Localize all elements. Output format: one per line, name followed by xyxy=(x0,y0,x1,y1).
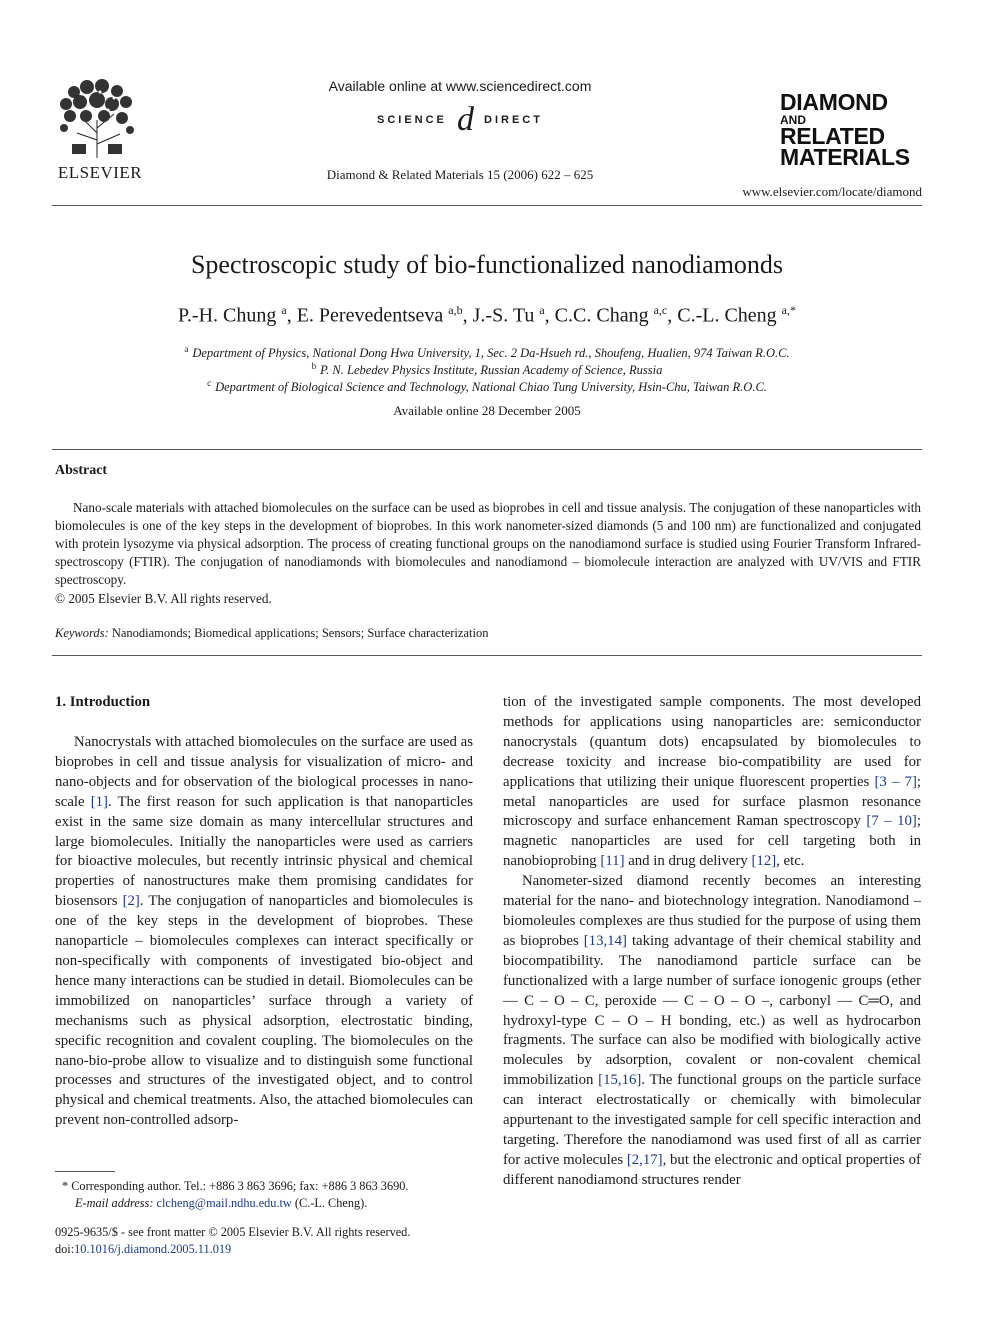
email-suffix: (C.-L. Cheng). xyxy=(294,1196,368,1210)
paragraph-text: , but the electronic and optical properties of different nanodiamond structures render xyxy=(503,1151,921,1188)
abstract-bottom-divider xyxy=(52,655,922,656)
author-affiliation-mark: a,b xyxy=(448,303,463,317)
affiliation-mark: a xyxy=(184,344,189,354)
affiliation-c xyxy=(52,378,922,395)
affiliation-text: Department of Biological Science and Technology, National Chiao Tung University, Hsin-Chu, Taiwan R.O.C. xyxy=(215,380,767,395)
paragraph-text: taking advantage of their chemical stability and biocompatibility. The nanodiamond particle surface can be functionalized with a large number of surface ionogenic groups (ether — C – O – C, peroxide — C – O – O –, carbonyl — C═O, and hydroxyl-type C – O – H bonding, etc.) as well as hydrocarbon fragments. The surface can also be modified with biologically active molecules by adsorption, covalent or non-covalent chemical immobilization xyxy=(503,932,921,1089)
email-label: E-mail address: xyxy=(75,1196,154,1210)
affiliation-text: Department of Physics, National Dong Hwa University, 1, Sec. 2 Da-Hsueh rd., Shoufeng, Hualien, 974 Taiwan R.O.C. xyxy=(192,346,790,361)
email-note xyxy=(75,1195,367,1212)
paragraph-text: Nanocrystals with attached biomolecules on the surface are used as bioprobes in cell and tissue analysis for visualization of micro- and nano-objects and for observation of the biological processes in nano-scale xyxy=(55,734,473,810)
affiliation-mark: b xyxy=(311,361,317,371)
journal-logo-line2: AND xyxy=(780,113,806,128)
publisher-name: ELSEVIER xyxy=(57,163,143,182)
author-name: C.-L. Cheng xyxy=(677,304,777,327)
journal-logo-line4: MATERIALS xyxy=(780,144,910,171)
author-affiliation-mark: a,c xyxy=(653,303,668,317)
paragraph-text: tion of the investigated sample components. The most developed methods for applications using nanoparticles are: semiconductor nanocrystals (quantum dots) encapsulated by biomolecules to decrease toxicity and increase bio-compatibility are used for applications that utilizing their unique fluorescent properties xyxy=(503,694,921,790)
paragraph-text: ; magnetic nanoparticles are used for cell targeting both in nanobioprobing xyxy=(503,813,921,870)
author-affiliation-mark: a xyxy=(539,303,545,317)
sd-right-word: DIRECT xyxy=(484,114,543,126)
citation-link[interactable]: [7 – 10] xyxy=(866,813,917,830)
sciencedirect-logo xyxy=(340,102,580,138)
affiliation-text: P. N. Lebedev Physics Institute, Russian Academy of Science, Russia xyxy=(320,363,663,378)
author-affiliation-mark: a,* xyxy=(781,303,796,317)
keywords-text: Nanodiamonds; Biomedical applications; Sensors; Surface characterization xyxy=(111,626,489,640)
affiliation-b xyxy=(52,361,922,378)
journal-url[interactable]: www.elsevier.com/locate/diamond xyxy=(742,184,922,199)
citation-link[interactable]: [1] xyxy=(90,793,108,810)
sd-at-icon: d xyxy=(456,101,474,139)
author-name: P.-H. Chung xyxy=(178,304,277,327)
doi-link[interactable]: 10.1016/j.diamond.2005.11.019 xyxy=(74,1242,232,1256)
issn-line: 0925-9635/$ - see front matter © 2005 Elsevier B.V. All rights reserved. xyxy=(55,1225,411,1239)
abstract-text: Nano-scale materials with attached biomolecules on the surface can be used as bioprobes in cell and tissue analysis. The conjugation of these nanoparticles with biomolecules is one of the key steps in the development of bioprobes. In this work nanometer-sized diamonds (5 and 100 nm) are functionalized and conjugated with protein lysozyme via physical adsorption. The process of creating functional groups on the nanodiamond surface is studied using Fourier Transform Infrared-spectroscopy (FTIR). The conjugation of nanodiamonds with biomolecules and nanodiamond – biomolecule interaction are analyzed with UV/VIS and FTIR spectroscopy. xyxy=(55,500,921,587)
affiliation-mark: c xyxy=(207,378,212,388)
keywords-label: Keywords: xyxy=(55,626,109,640)
paragraph xyxy=(503,872,921,1191)
elsevier-logo xyxy=(52,78,148,182)
citation-link[interactable]: [2,17] xyxy=(626,1151,663,1168)
journal-logo xyxy=(780,89,925,171)
abstract-copyright: © 2005 Elsevier B.V. All rights reserved. xyxy=(55,591,272,606)
section-heading-introduction: 1. Introduction xyxy=(55,694,151,710)
abstract-top-divider xyxy=(52,449,922,450)
paragraph xyxy=(55,733,473,1131)
citation-link[interactable]: [11] xyxy=(600,853,625,870)
journal-citation: Diamond & Related Materials 15 (2006) 622 – 625 xyxy=(326,167,594,182)
author-list: P.-H. Chung $^a$, E. Perevedentseva $^{a,b}$, J.-S. Tu $^a$, C.C. Chang $^{a,c}$, C.-L. Cheng $^{a,*}$ xyxy=(178,303,796,327)
doi-label: doi: xyxy=(55,1242,75,1256)
paragraph-text: , etc. xyxy=(776,853,805,870)
keywords xyxy=(55,626,488,641)
author-name: E. Perevedentseva xyxy=(296,304,444,327)
header-divider xyxy=(52,205,922,206)
available-online-sciencedirect[interactable]: Available online at www.sciencedirect.com xyxy=(328,78,592,94)
paragraph-text: . The functional groups on the particle surface can interact electrostatically or chemically with bimolecular appurtenant to the investigated sample for cell specific interaction and targeting. Therefore the nanodiamond was used first of all as carrier for active molecules xyxy=(503,1072,921,1168)
abstract-heading: Abstract xyxy=(55,463,108,478)
citation-link[interactable]: [3 – 7] xyxy=(874,773,917,790)
author-name: C.C. Chang xyxy=(554,304,649,327)
doi-line xyxy=(55,1241,231,1258)
paragraph-text: Nanometer-sized diamond recently becomes an interesting material for the nano- and biotechnology integration. Nanodiamond – biomoleules complexes are thus studied for the purpose of using them as bioprobes xyxy=(503,873,921,949)
elsevier-tree-icon xyxy=(52,78,142,160)
paragraph-text: ; metal nanoparticles are used for surface plasmon resonance microscopy and surface enhancement Raman spectroscopy xyxy=(503,773,921,830)
paragraph xyxy=(503,693,921,872)
citation-link[interactable]: [13,14] xyxy=(583,932,627,949)
body-column-left xyxy=(55,733,473,1131)
paragraph-text: . The first reason for such application is that nanoparticles exist in the same size domain as many intercellular structures and large biomolecules. Initially the nanoparticles were used as carriers for bioactive molecules, but recently intrinsic physical and chemical properties of nanostructures make them promising candidates for biosensors xyxy=(55,793,473,910)
article-title: Spectroscopic study of bio-functionalized nanodiamonds xyxy=(190,250,784,279)
citation-link[interactable]: [2] xyxy=(122,893,140,910)
body-column-right xyxy=(503,693,921,1191)
journal-logo-line3: RELATED xyxy=(780,123,885,150)
author-affiliation-mark: a xyxy=(281,303,287,317)
author-name: J.-S. Tu xyxy=(472,304,535,327)
email-link[interactable]: clcheng@mail.ndhu.edu.tw xyxy=(156,1196,292,1210)
paragraph-text: and in drug delivery xyxy=(624,853,752,870)
citation-link[interactable]: [12] xyxy=(751,853,777,870)
citation-link[interactable]: [15,16] xyxy=(598,1072,642,1089)
sd-left-word: SCIENCE xyxy=(377,114,447,126)
available-online-date: Available online 28 December 2005 xyxy=(393,403,581,418)
affiliation-a xyxy=(52,344,922,361)
footnote-divider xyxy=(55,1171,115,1172)
corresponding-author-note: * Corresponding author. Tel.: +886 3 863 3696; fax: +886 3 863 3690. xyxy=(62,1179,409,1193)
journal-logo-line1: DIAMOND xyxy=(780,89,888,115)
paragraph-text: . The conjugation of nanoparticles and biomolecules is one of the key steps in the development of bioprobes. These nanoparticle – biomolecules complexes can interact specifically or non-specifically with components of investigated bio-object and hence many interactions can be studied in detail. Biomolecules can be immobilized on nanoparticles’ surface through a variety of mechanisms such as physical adsorption, electrostatic binding, specific recognition and covalent coupling. The biomolecules on the nano-bio-probe allow to visualize and to distinguish some functional processes and structures of the investigated object, and to control physical and chemical treatments. Also, the attached biomolecules can prevent non-controlled adsorp- xyxy=(55,893,473,1129)
